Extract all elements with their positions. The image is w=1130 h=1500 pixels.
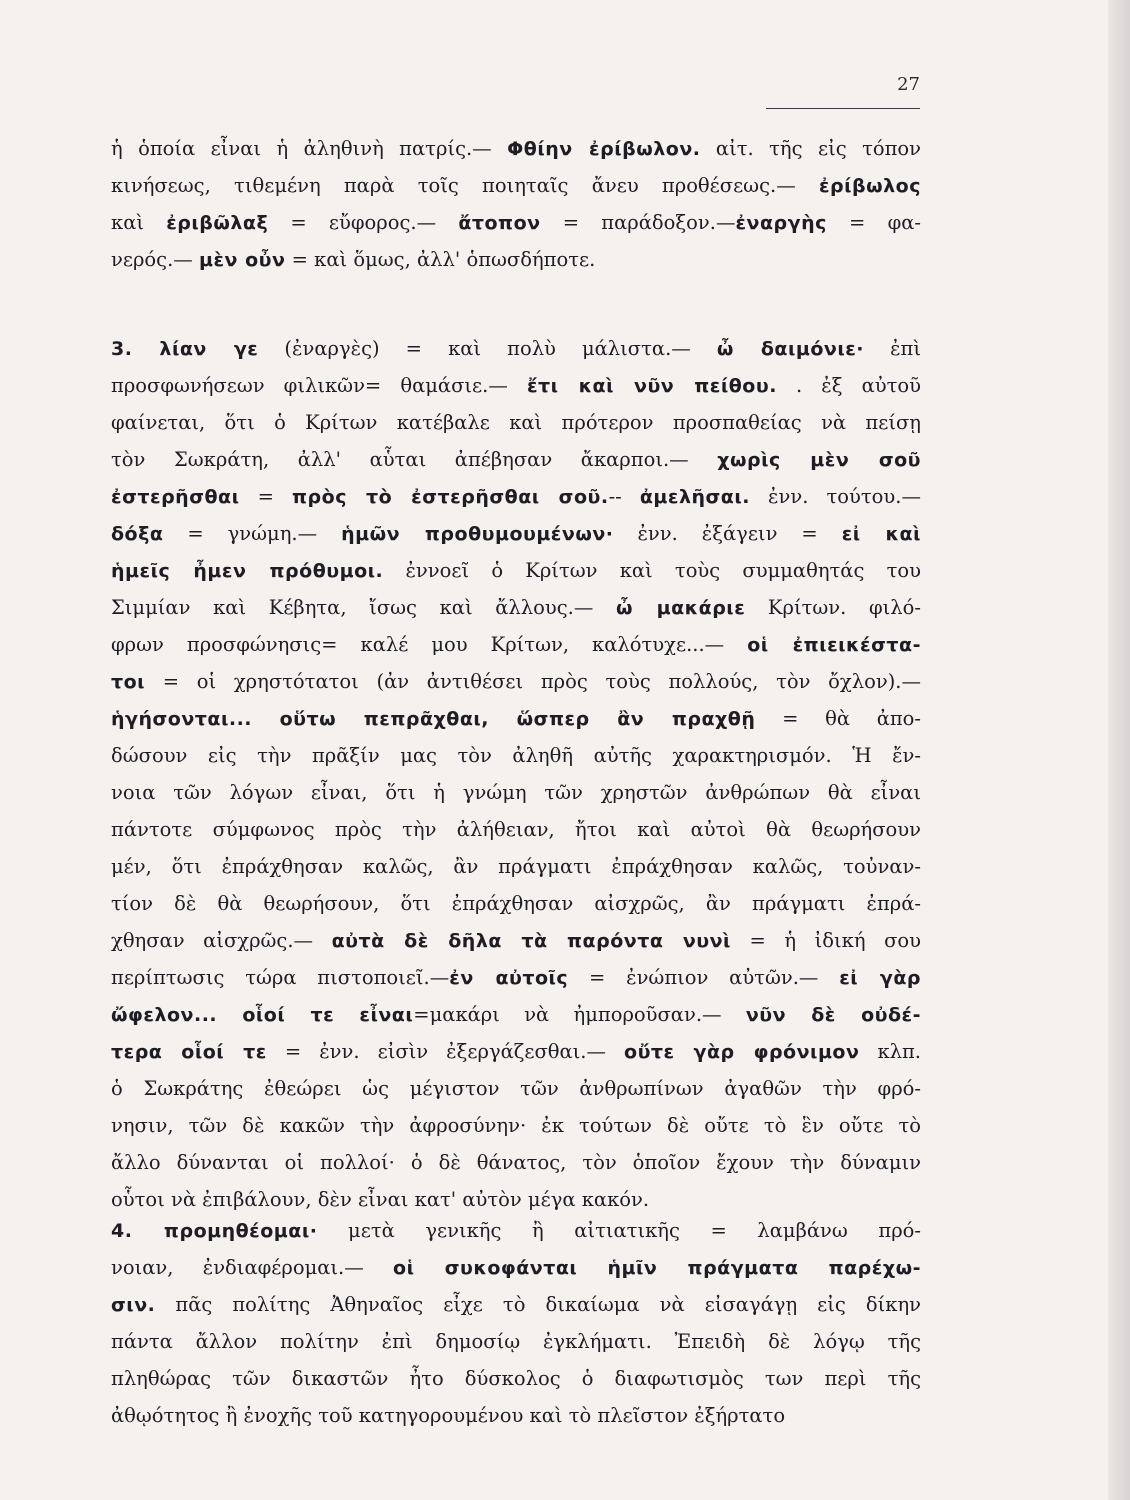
gloss-text: ἄλλο δύνανται οἱ πολλοί· ὁ δὲ θάνατος, τὸν ὁποῖον ἔχουν τὴν δύναμιν <box>111 1151 921 1174</box>
gloss-text: . ἐξ αὐτοῦ <box>776 374 921 397</box>
gloss-text: νοια τῶν λόγων εἶναι, ὅτι ἡ γνώμη τῶν χρηστῶν ἀνθρώπων θὰ εἶναι <box>111 781 921 804</box>
gloss-text: ὁ Σωκράτης ἐθεώρει ὡς μέγιστον τῶν ἀνθρωπίνων ἀγαθῶν τὴν φρό- <box>111 1077 921 1100</box>
gloss-text: = εὔφορος.— <box>268 211 459 234</box>
gloss-text: ἀθῳότητος ἢ ἐνοχῆς τοῦ κατηγορουμένου καὶ τὸ πλεῖστον ἐξήρτατο <box>111 1404 786 1427</box>
text-line <box>111 1397 921 1434</box>
lemma-text: τοι <box>111 671 146 693</box>
text-line <box>111 811 921 848</box>
text-line <box>111 515 921 552</box>
gloss-text: = ἐνώπιον αὐτῶν.— <box>568 966 840 989</box>
page-number: 27 <box>897 74 920 95</box>
paragraph-commentary-1 <box>111 130 921 278</box>
lemma-text: νῦν δὲ οὐδέ- <box>745 1004 921 1026</box>
gloss-text: μέν, ὅτι ἐπράχθησαν καλῶς, ἂν πράγματι ἐπράχθησαν καλῶς, τοὐναν- <box>111 855 921 878</box>
gloss-text: = ἐνν. εἰσὶν ἐξεργάζεσθαι.— <box>266 1040 625 1063</box>
text-line <box>111 663 921 700</box>
lemma-text: 3. λίαν γε <box>111 338 259 360</box>
lemma-text: ἐστερῆσθαι <box>111 486 240 508</box>
text-line <box>111 959 921 996</box>
lemma-text: Φθίην ἐρίβωλον. <box>507 138 701 160</box>
text-line <box>111 700 921 737</box>
text-line <box>111 922 921 959</box>
text-line <box>111 330 921 367</box>
paragraph-commentary-4 <box>111 1212 921 1434</box>
text-line <box>111 1286 921 1323</box>
gloss-text: = ἡ ἰδική σου <box>730 929 921 952</box>
gloss-text: = παράδοξον.— <box>540 211 736 234</box>
gloss-text: πληθώρας τῶν δικαστῶν ἦτο δύσκολος ὁ διαφωτισμὸς των περὶ τῆς <box>111 1367 921 1390</box>
page-edge-shadow <box>1108 0 1130 1500</box>
lemma-text: ἡγήσονται... οὕτω πεπρᾶχθαι, ὥσπερ ἂν πραχθῇ <box>111 708 756 730</box>
lemma-text: χωρὶς μὲν σοῦ <box>717 449 921 471</box>
header-rule <box>766 108 920 109</box>
gloss-text: περίπτωσις τώρα πιστοποιεῖ.— <box>111 966 450 989</box>
gloss-text: Σιμμίαν καὶ Κέβητα, ἴσως καὶ ἄλλους.— <box>111 596 617 619</box>
gloss-text: (ἐναργὲς) = καὶ πολὺ μάλιστα.— <box>258 337 717 360</box>
gloss-text: φαίνεται, ὅτι ὁ Κρίτων κατέβαλε καὶ πρότερον προσπαθείας νὰ πείσῃ <box>111 411 921 434</box>
lemma-text: μὲν οὖν <box>198 249 286 271</box>
text-line <box>111 552 921 589</box>
gloss-text: = καὶ ὅμως, ἀλλ' ὁπωσδήποτε. <box>285 248 596 271</box>
text-line <box>111 167 921 204</box>
gloss-text: ἐννοεῖ ὁ Κρίτων καὶ τοὺς συμμαθητάς του <box>383 559 921 582</box>
text-line <box>111 774 921 811</box>
text-line <box>111 367 921 404</box>
gloss-text: χθησαν αἰσχρῶς.— <box>111 929 332 952</box>
paragraph-commentary-3 <box>111 330 921 1218</box>
text-line <box>111 1070 921 1107</box>
gloss-text: νοιαν, ἐνδιαφέρομαι.— <box>111 1256 394 1279</box>
gloss-text: φρων προσφώνησις= καλέ μου Κρίτων, καλότυχε...— <box>111 633 748 656</box>
lemma-text: σιν. <box>111 1294 156 1316</box>
lemma-text: τερα οἷοί τε <box>111 1041 267 1063</box>
gloss-text: =μακάρι νὰ ἠμποροῦσαν.— <box>413 1003 746 1026</box>
gloss-text: = γνώμη.— <box>163 522 342 545</box>
text-line <box>111 996 921 1033</box>
gloss-text: οὗτοι νὰ ἐπιβάλουν, δὲν εἶναι κατ' αὐτὸν μέγα κακόν. <box>111 1188 650 1211</box>
gloss-text: ἡ ὁποία εἶναι ἡ ἀληθινὴ πατρίς.— <box>111 137 508 160</box>
gloss-text: = οἱ χρηστότατοι (ἀν ἀντιθέσει πρὸς τοὺς πολλούς, τὸν ὄχλον).— <box>145 670 921 693</box>
text-line <box>111 1033 921 1070</box>
text-line <box>111 1144 921 1181</box>
gloss-text: νερός.— <box>111 248 199 271</box>
text-line <box>111 478 921 515</box>
gloss-text: τίον δὲ θὰ θεωρήσουν, ὅτι ἐπράχθησαν αἰσχρῶς, ἂν πράγματι ἐπρά- <box>111 892 921 915</box>
gloss-text: προσφωνήσεων φιλικῶν= θαμάσιε.— <box>111 374 527 397</box>
gloss-text: ἐνν. τούτου.— <box>749 485 921 508</box>
gloss-text: = φα- <box>826 211 922 234</box>
lemma-text: ἔτι καὶ νῦν πείθου. <box>526 375 777 397</box>
lemma-text: πρὸς τὸ ἐστερῆσθαι σοῦ. <box>292 486 609 508</box>
gloss-text: = <box>239 485 293 508</box>
gloss-text: πάντοτε σύμφωνος πρὸς τὴν ἀλήθειαν, ἤτοι καὶ αὐτοὶ θὰ θεωρήσουν <box>111 818 921 841</box>
lemma-text: ἡμεῖς ἦμεν πρόθυμοι. <box>111 560 384 582</box>
text-line <box>111 848 921 885</box>
gloss-text: νησιν, τῶν δὲ κακῶν τὴν ἀφροσύνην· ἐκ τούτων δὲ οὔτε τὸ ἓν οὔτε τὸ <box>111 1114 921 1137</box>
text-line <box>111 1323 921 1360</box>
text-line <box>111 589 921 626</box>
text-line <box>111 441 921 478</box>
lemma-text: ἡμῶν προθυμουμένων· <box>341 523 614 545</box>
text-line <box>111 737 921 774</box>
text-line <box>111 1360 921 1397</box>
gloss-text: κλπ. <box>859 1040 921 1063</box>
lemma-text: οἱ ἐπιεικέστα- <box>747 634 921 656</box>
lemma-text: ἐρίβωλος <box>818 175 921 197</box>
lemma-text: ἀμελῆσαι. <box>639 486 750 508</box>
text-line <box>111 626 921 663</box>
lemma-text: ἐναργὴς <box>735 212 827 234</box>
lemma-text: εἰ καὶ <box>841 523 921 545</box>
text-line <box>111 1107 921 1144</box>
lemma-text: ἐν αὐτοῖς <box>449 967 569 989</box>
gloss-text: πάντα ἄλλον πολίτην ἐπὶ δημοσίῳ ἐγκλήματι. Ἐπειδὴ δὲ λόγῳ τῆς <box>111 1330 921 1353</box>
gloss-text: τὸν Σωκράτη, ἀλλ' αὗται ἀπέβησαν ἄκαρποι.— <box>111 448 718 471</box>
lemma-text: ὤφελον... οἷοί τε εἶναι <box>111 1004 414 1026</box>
lemma-text: οἱ συκοφάνται ἡμῖν πράγματα παρέχω- <box>393 1257 921 1279</box>
text-line <box>111 130 921 167</box>
gloss-text: ἐνν. ἐξάγειν = <box>613 522 842 545</box>
lemma-text: ὦ δαιμόνιε· <box>716 338 865 360</box>
lemma-text: ὦ μακάριε <box>616 597 746 619</box>
gloss-text: πᾶς πολίτης Ἀθηναῖος εἶχε τὸ δικαίωμα νὰ εἰσαγάγῃ εἰς δίκην <box>155 1293 921 1316</box>
text-line <box>111 241 921 278</box>
gloss-text: δώσουν εἰς τὴν πρᾶξίν μας τὸν ἀληθῆ αὐτῆς χαρακτηρισμόν. Ἡ ἔν- <box>111 744 921 767</box>
gloss-text: αἰτ. τῆς εἰς τόπον <box>700 137 922 160</box>
text-line <box>111 1212 921 1249</box>
lemma-text: ἐριβῶλαξ <box>166 212 269 234</box>
gloss-text: = θὰ ἀπο- <box>755 707 922 730</box>
text-line <box>111 885 921 922</box>
lemma-text: εἰ γὰρ <box>839 967 921 989</box>
lemma-text: αὐτὰ δὲ δῆλα τὰ παρόντα νυνὶ <box>331 930 731 952</box>
lemma-text: 4. προμηθέομαι· <box>111 1220 318 1242</box>
gloss-text: Κρίτων. φιλό- <box>745 596 921 619</box>
gloss-text: μετὰ γενικῆς ἢ αἰτιατικῆς = λαμβάνω πρό- <box>317 1219 921 1242</box>
gloss-text: καὶ <box>111 211 167 234</box>
gloss-text: ἐπὶ <box>864 337 922 360</box>
gloss-text: -- <box>608 485 640 508</box>
lemma-text: οὔτε γὰρ φρόνιμον <box>624 1041 860 1063</box>
text-line <box>111 404 921 441</box>
text-line <box>111 204 921 241</box>
text-line <box>111 1249 921 1286</box>
lemma-text: δόξα <box>111 523 164 545</box>
lemma-text: ἄτοπον <box>458 212 541 234</box>
gloss-text: κινήσεως, τιθεμένη παρὰ τοῖς ποιηταῖς ἄνευ προθέσεως.— <box>111 174 819 197</box>
